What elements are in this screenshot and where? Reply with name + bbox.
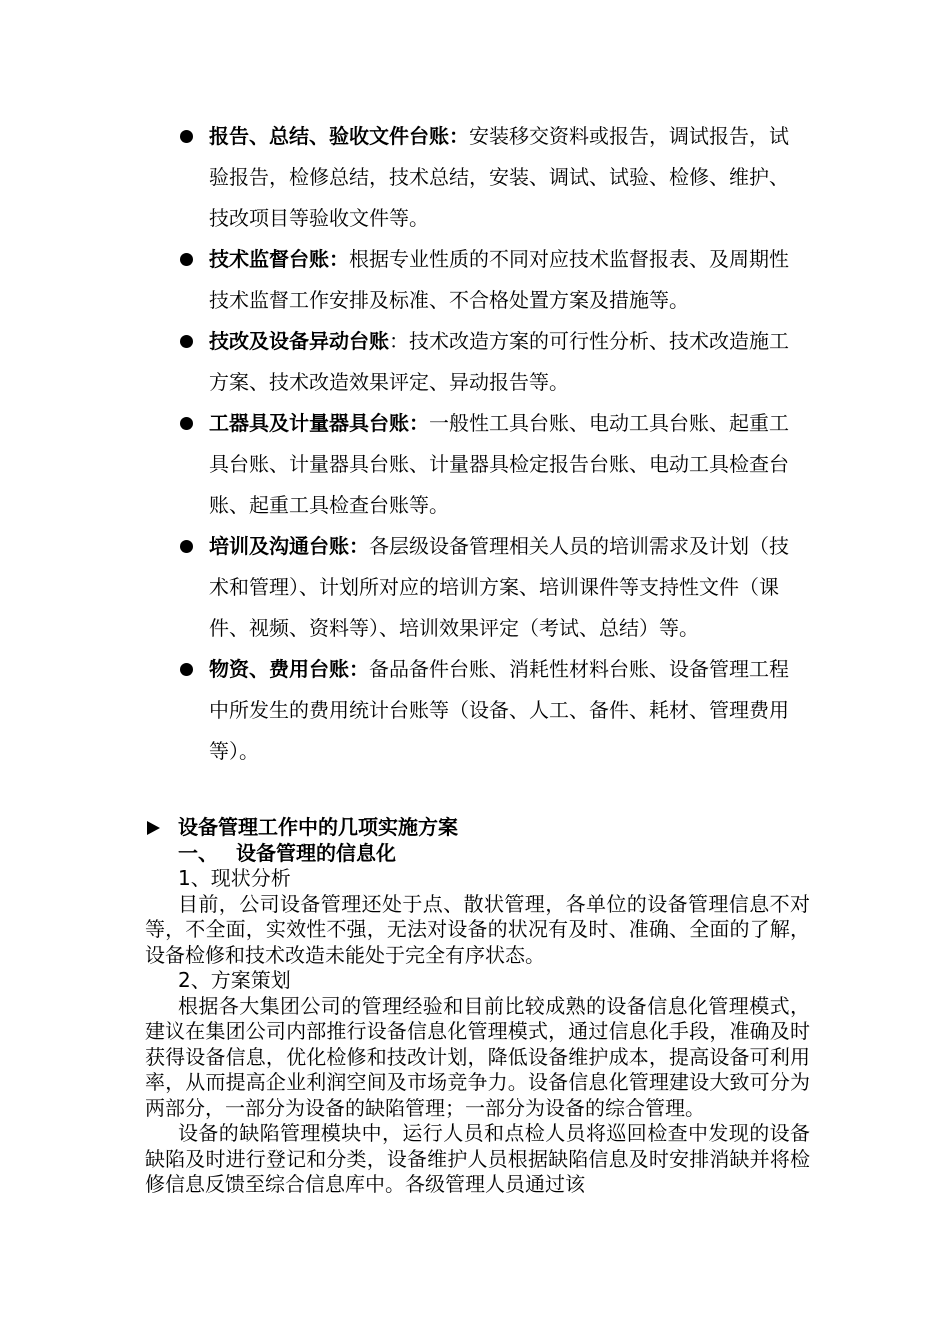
subsection-title: 设备管理的信息化: [236, 840, 396, 865]
bullet-term: 培训及沟通台账：: [209, 534, 369, 558]
ledger-bullet-list: [180, 116, 800, 772]
bullet-dot-icon: [180, 540, 193, 553]
bullet-text: 一般性工具台账、电动工具台账、起重工具台账、计量器具台账、计量器具检定报告台账、电动工具检查台账、起重工具检查台账等。: [209, 411, 789, 517]
bullet-term: 报告、总结、验收文件台账：: [209, 124, 469, 148]
paragraph-defect-management: 设备的缺陷管理模块中，运行人员和点检人员将巡回检查中发现的设备缺陷及时进行登记和分类，设备维护人员根据缺陷信息及时安排消缺并将检修信息反馈至综合信息库中。各级管理人员通过该: [145, 1121, 810, 1196]
bullet-text: 备品备件台账、消耗性材料台账、设备管理工程中所发生的费用统计台账等（设备、人工、备件、耗材、管理费用等）。: [209, 657, 789, 763]
bullet-term: 技术监督台账：: [209, 247, 349, 271]
bullet-item-materials: [180, 649, 800, 772]
subsection-heading: [145, 841, 810, 867]
paragraph-plan: 根据各大集团公司的管理经验和目前比较成熟的设备信息化管理模式，建议在集团公司内部推行设备信息化管理模式，通过信息化手段，准确及时获得设备信息，优化检修和技改计划，降低设备维护成本，提高设备可利用率，从而提高企业利润空间及市场竞争力。设备信息化管理建设大致可分为两部分，一部分为设备的缺陷管理；一部分为设备的综合管理。: [145, 993, 810, 1120]
bullet-text: 根据专业性质的不同对应技术监督报表、及周期性技术监督工作安排及标准、不合格处置方案及措施等。: [209, 247, 789, 312]
bullet-item-retrofit: [180, 321, 800, 403]
item-heading-status: 1、现状分析: [178, 866, 291, 890]
bullet-term: 工器具及计量器具台账：: [209, 411, 429, 435]
section-heading-text: 设备管理工作中的几项实施方案: [178, 815, 458, 839]
bullet-dot-icon: [180, 663, 193, 676]
paragraph-status: 目前，公司设备管理还处于点、散状管理，各单位的设备管理信息不对等，不全面，实效性不强，无法对设备的状况有及时、准确、全面的了解，设备检修和技术改造未能处于完全有序状态。: [145, 891, 810, 967]
bullet-term: 物资、费用台账：: [209, 657, 369, 681]
bullet-text: 安装移交资料或报告，调试报告，试验报告，检修总结，技术总结，安装、调试、试验、检修、维护、技改项目等验收文件等。: [209, 124, 789, 230]
subsection-number: 一、: [178, 840, 218, 865]
bullet-dot-icon: [180, 417, 193, 430]
bullet-dot-icon: [180, 130, 193, 143]
bullet-dot-icon: [180, 253, 193, 266]
bullet-text: ：技术改造方案的可行性分析、技术改造施工方案、技术改造效果评定、异动报告等。: [209, 329, 789, 394]
bullet-term: 技改及设备异动台账: [209, 329, 389, 353]
bullet-item-training: [180, 526, 800, 649]
bullet-item-tools: [180, 403, 800, 526]
bullet-dot-icon: [180, 335, 193, 348]
arrow-bullet-icon: [147, 821, 160, 835]
bullet-item-supervision: [180, 239, 800, 321]
implementation-section: [145, 815, 810, 1198]
section-heading: [145, 815, 810, 841]
item-heading-plan: 2、方案策划: [178, 968, 291, 992]
bullet-item-reports: [180, 116, 800, 239]
bullet-text: 各层级设备管理相关人员的培训需求及计划（技术和管理）、计划所对应的培训方案、培训课件等支持性文件（课件、视频、资料等）、培训效果评定（考试、总结）等。: [209, 534, 789, 640]
